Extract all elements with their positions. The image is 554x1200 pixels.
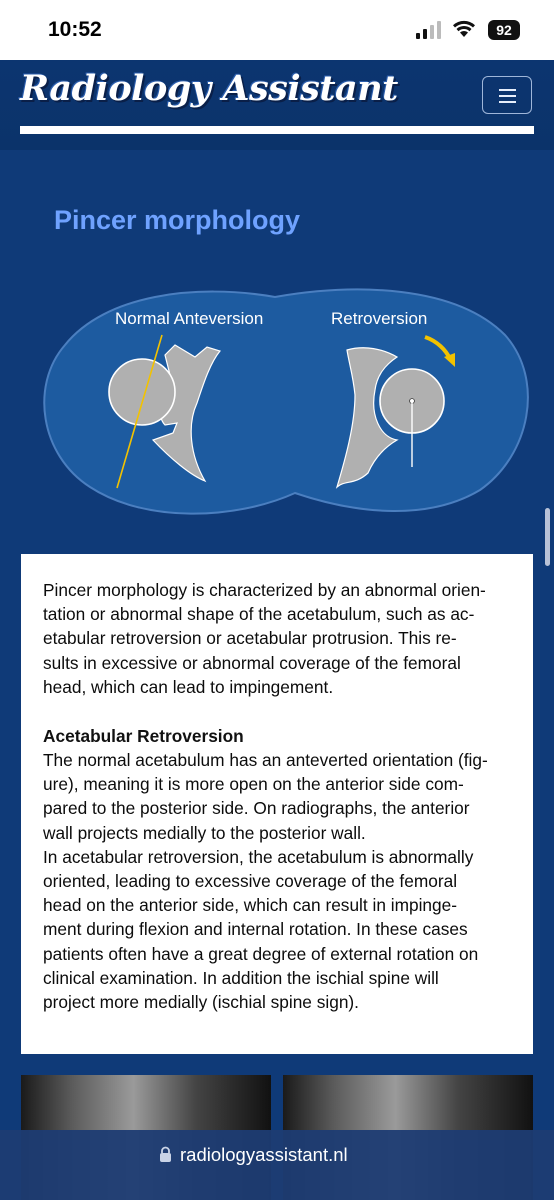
hamburger-menu-icon (499, 89, 516, 91)
battery-indicator: 92 (488, 20, 520, 40)
body-line: In acetabular retroversion, the acetabulum is abnormally (43, 846, 474, 867)
label-retroversion: Retroversion (331, 309, 428, 328)
cellular-signal-icon (416, 21, 442, 39)
body-line: head on the anterior side, which can result in impinge- (43, 895, 458, 916)
body-line: project more medially (ischial spine sign). (43, 992, 359, 1013)
paragraph-gap (43, 699, 512, 724)
status-time: 10:52 (48, 18, 102, 41)
body-line: patients often have a great degree of external rotation on (43, 943, 479, 964)
body-line: ure), meaning it is more open on the anterior side com- (43, 774, 464, 795)
browser-address-bar[interactable] (0, 1130, 554, 1200)
body-line: wall projects medially to the posterior wall. (43, 822, 366, 843)
intro-line: etabular retroversion or acetabular protrusion. This re- (43, 628, 457, 649)
url-label: radiologyassistant.nl (180, 1144, 348, 1165)
wifi-icon (452, 19, 476, 39)
hamburger-menu-icon (499, 95, 516, 97)
pincer-morphology-diagram (25, 275, 533, 525)
status-bar (0, 0, 554, 60)
hamburger-menu-icon (499, 101, 516, 103)
intro-line: sults in excessive or abnormal coverage of the femoral (43, 652, 461, 673)
lock-icon (159, 1146, 172, 1163)
label-normal-anteversion: Normal Anteversion (115, 309, 264, 328)
body-line: The normal acetabulum has an anteverted orientation (fig- (43, 750, 488, 771)
body-line: oriented, leading to excessive coverage of the femoral (43, 871, 458, 892)
scrollbar-thumb[interactable] (545, 508, 550, 566)
intro-line: head, which can lead to impingement. (43, 676, 334, 697)
femoral-head-normal (109, 359, 175, 425)
subheading-acetabular-retroversion: Acetabular Retroversion (43, 726, 244, 747)
body-line: pared to the posterior side. On radiographs, the anterior (43, 798, 470, 819)
body-line: ment during flexion and internal rotation. In these cases (43, 919, 468, 940)
intro-line: Pincer morphology is characterized by an abnormal orien- (43, 580, 486, 600)
site-header (0, 60, 554, 150)
section-title: Pincer morphology (54, 205, 301, 235)
article-text-card (21, 554, 533, 1054)
site-logo[interactable]: Radiology Assistant (20, 68, 398, 109)
url-text[interactable] (180, 1144, 348, 1166)
intro-line: tation or abnormal shape of the acetabulum, such as ac- (43, 604, 475, 625)
body-line: clinical examination. In addition the ischial spine will (43, 967, 439, 988)
logo-underline (20, 126, 534, 134)
menu-button[interactable] (482, 76, 532, 114)
